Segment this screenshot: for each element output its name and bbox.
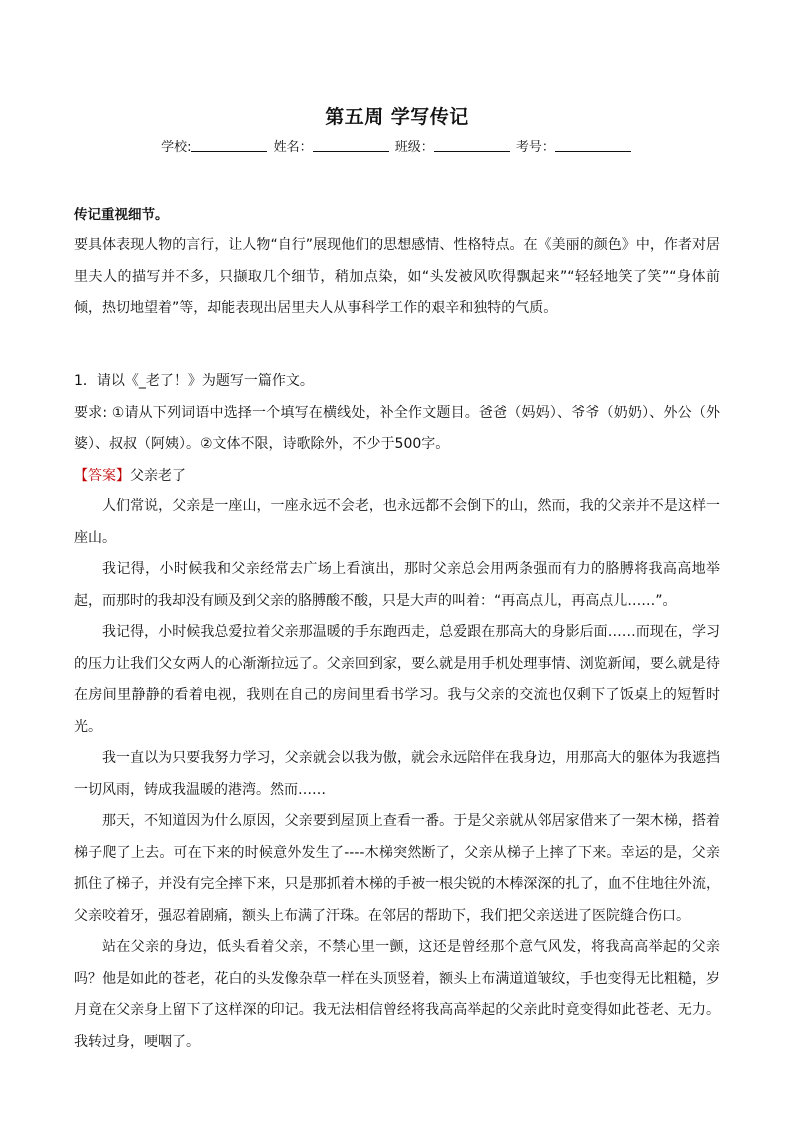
student-info-row <box>74 137 720 158</box>
question-block <box>74 366 720 492</box>
essay-paragraph: 那天，不知道因为什么原因，父亲要到屋顶上查看一番。于是父亲就从邻居家借来了一架木梯，搭着梯子爬了上去。可在下来的时候意外发生了----木梯突然断了，父亲从梯子上摔了下来。幸运的是，父亲抓住了梯子，并没有完全摔下来，只是那抓着木梯的手被一根尖锐的木棒深深的扎了，血不住地往外流，父亲咬着牙，强忍着剧痛，额头上布满了汗珠。在邻居的帮助下，我们把父亲送进了医院缝合伤口。 <box>74 813 720 924</box>
essay-paragraph: 我记得，小时候我总爱拉着父亲那温暖的手东跑西走，总爱跟在那高大的身影后面……而现在，学习的压力让我们父女两人的心渐渐拉远了。父亲回到家，要么就是用手机处理事情、浏览新闻，要么就是待在房间里静静的看着电视，我则在自己的房间里看书学习。我与父亲的交流也仅剩下了饭桌上的短暂时光。 <box>74 624 720 735</box>
intro-heading: 传记重视细节。 <box>74 207 169 223</box>
school-blank[interactable] <box>191 137 267 152</box>
answer-line <box>74 461 720 493</box>
class-blank[interactable] <box>434 137 510 152</box>
answer-label: 【答案】 <box>74 467 130 484</box>
essay-paragraph: 我一直以为只要我努力学习，父亲就会以我为傲，就会永远陪伴在我身边，用那高大的躯体为我遮挡一切风雨，铸成我温暖的港湾。然而…… <box>74 750 720 798</box>
exam-number-blank[interactable] <box>555 137 631 152</box>
intro-paragraph: 要具体表现人物的言行，让人物“自行”展现他们的思想感情、性格特点。在《美丽的颜色》中，作者对居里夫人的描写并不多，只撷取几个细节，稍加点染，如“头发被风吹得飘起来”“轻轻地笑了笑”“身体前倾，热切地望着”等，却能表现出居里夫人从事科学工作的艰辛和独特的气质。 <box>74 237 720 316</box>
essay-paragraph: 站在父亲的身边，低头看着父亲，不禁心里一颤，这还是曾经那个意气风发，将我高高举起的父亲吗？他是如此的苍老，花白的头发像杂草一样在头顶竖着，额头上布满道道皱纹，手也变得无比粗糙，岁月竟在父亲身上留下了这样深的印记。我无法相信曾经将我高高举起的父亲此时竟变得如此苍老、无力。我转过身，哽咽了。 <box>74 939 720 1050</box>
name-blank[interactable] <box>313 137 389 152</box>
exam-number-label: 考号： <box>515 140 555 155</box>
question-requirements: 要求: ①请从下列词语中选择一个填写在横线处，补全作文题目。爸爸（妈妈）、爷爷（奶奶）、外公（外婆）、叔叔（阿姨）。②文体不限，诗歌除外，不少于500字。 <box>74 404 720 452</box>
document-page <box>74 0 720 1123</box>
document-title: 第五周 学写传记 <box>325 106 469 128</box>
class-label: 班级： <box>394 140 434 155</box>
question-prompt: 1．请以《_老了！》为题写一篇作文。 <box>74 373 314 389</box>
name-label: 姓名： <box>273 140 313 155</box>
essay-paragraph: 我记得，小时候我和父亲经常去广场上看演出，那时父亲总会用两条强而有力的胳膊将我高高地举起，而那时的我却没有顾及到父亲的胳膊酸不酸，只是大声的叫着：“再高点儿，再高点儿……”。 <box>74 561 720 609</box>
essay-body <box>74 491 720 1058</box>
school-label: 学校: <box>161 140 192 155</box>
answer-title: 父亲老了 <box>130 467 186 484</box>
essay-paragraph: 人们常说，父亲是一座山，一座永远不会老，也永远都不会倒下的山，然而，我的父亲并不是这样一座山。 <box>74 498 720 546</box>
